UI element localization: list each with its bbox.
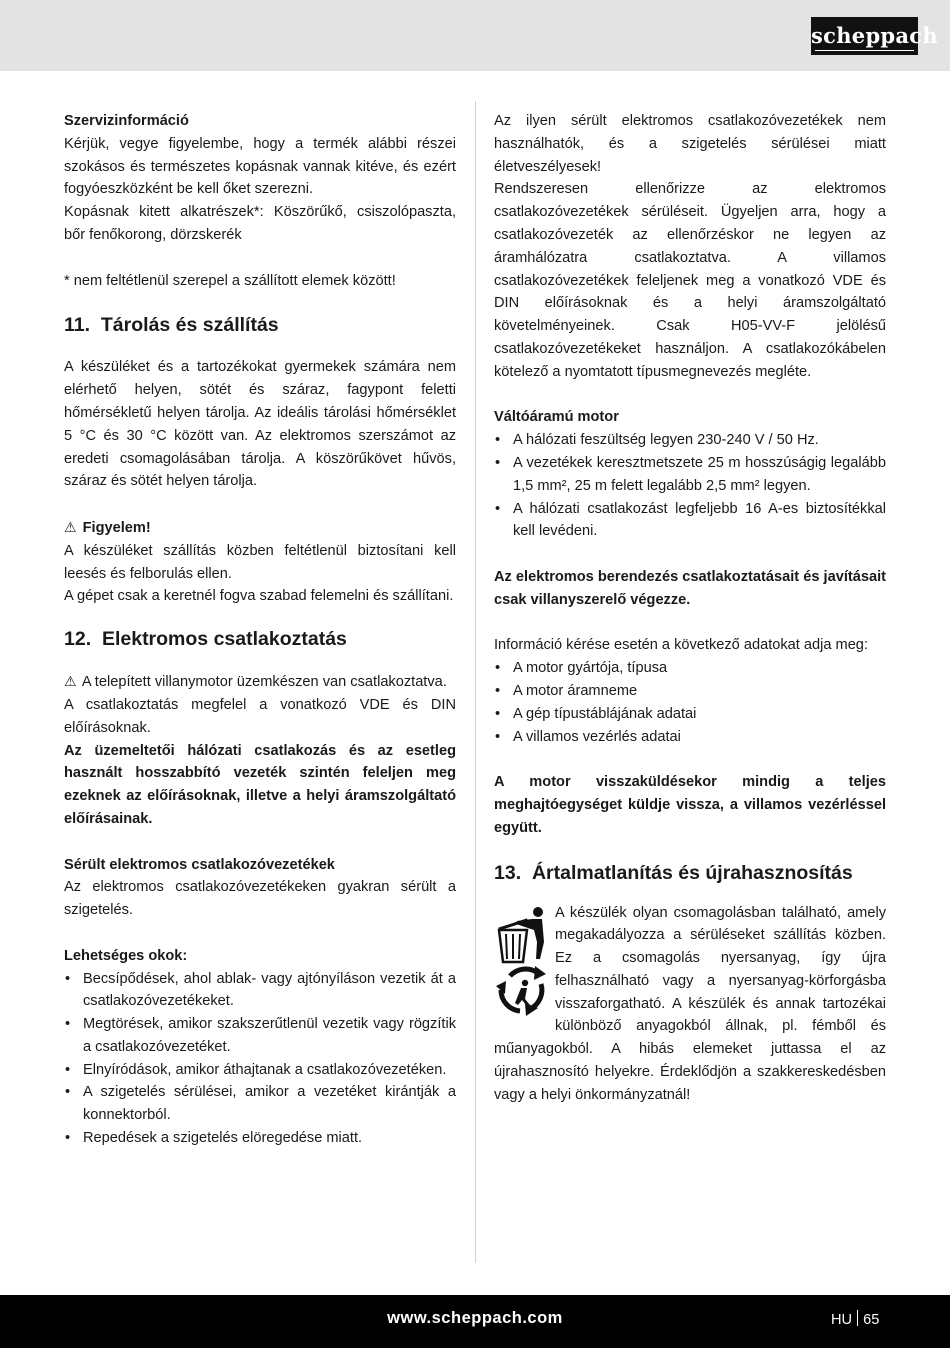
storage-paragraph: A készüléket és a tartozékokat gyermekek számára nem elérhető helyen, sötét és száraz, fagypont feletti hőmérsékletű helyen tárolja. Az ideális tárolási hőmérséklet 5 °C és 30 °C között van. Az elektromos szerszámot az eredeti csomagolásában tárolja. A köszörűkövet hűvös, száraz és sötét helyen tárolja. [64, 359, 456, 490]
info-list [494, 657, 886, 748]
column-divider [475, 101, 476, 1263]
disposal-block [494, 902, 886, 1107]
list-item: • A motor áramneme [494, 680, 886, 703]
mains-connection-bold: Az üzemeltetői hálózati csatlakozás és az esetleg használt hosszabbító vezeték szintén feleljen meg ezeknek az előírásoknak, illetve a helyi áramszolgáltató előírásainak. [64, 742, 456, 827]
right-column [494, 110, 886, 1107]
danger-paragraph: Az ilyen sérült elektromos csatlakozóvezetékek nem használhatók, és a szigetelés sérülései miatt életveszélyesek! [494, 113, 886, 175]
service-paragraph: Kérjük, vegye figyelembe, hogy a termék alábbi részei szokásos és természetes kopásnak vannak kitéve, és ezért fogyóeszközként be kell őket szerezni. [64, 135, 456, 198]
list-item: • A hálózati feszültség legyen 230-240 V / 50 Hz. [494, 429, 886, 452]
ac-motor-list [494, 429, 886, 543]
causes-list [64, 968, 456, 1150]
list-item: • Elnyíródások, amikor áthajtanak a csatlakozóvezetéken. [64, 1059, 456, 1082]
damaged-cables-heading: Sérült elektromos csatlakozóvezetékek [64, 856, 335, 873]
recycling-icon [496, 966, 546, 1016]
footer-bar [0, 1295, 950, 1348]
inspection-paragraph: Rendszeresen ellenőrizze az elektromos csatlakozóvezetékek sérüléseit. Ügyeljen arra, hogy a csatlakozóvezeték az ellenőrzéskor ne legyen az áramhálózatra csatlakoztatva. A villamos csatlakozóvezetékek feleljenek meg a vonatkozó VDE és DIN előírásoknak és a helyi áramszolgáltató követelményeinek. Csak H05-VV-F jelölésű csatlakozóvezetékeket használjon. A csatlakozókábelen kötelező a nyomtatott típusmegnevezés megléte. [494, 181, 886, 380]
vde-din-paragraph: A csatlakoztatás megfelel a vonatkozó VDE és DIN előírásoknak. [64, 696, 456, 736]
list-item: • A villamos vezérlés adatai [494, 726, 886, 749]
list-item: • Megtörések, amikor szakszerűtlenül vezetik vagy rögzítik a csatlakozóvezetéket. [64, 1013, 456, 1059]
motor-return-notice: A motor visszaküldésekor mindig a teljes meghajtóegységet küldje vissza, a villamos vezérléssel együtt. [494, 774, 886, 836]
service-heading: Szervizinformáció [64, 113, 189, 129]
list-item: • A vezetékek keresztmetszete 25 m hosszúságig legalább 1,5 mm², 25 m felett legalább 2,5 mm² legyen. [494, 452, 886, 498]
list-item: • A gép típustáblájának adatai [494, 703, 886, 726]
section-12-heading: 12. Elektromos csatlakoztatás [64, 628, 347, 651]
list-item: • Repedések a szigetelés elöregedése miatt. [64, 1127, 456, 1150]
language-code: HU [831, 1312, 853, 1328]
lifting-paragraph: A gépet csak a keretnél fogva szabad felemelni és szállítani. [64, 588, 454, 605]
causes-heading: Lehetséges okok: [64, 947, 188, 964]
disposal-icons [494, 904, 552, 1019]
wear-parts-paragraph: Kopásnak kitett alkatrészek*: Köszörűkő, csiszolópaszta, bőr fenőkorong, dörzskerék [64, 204, 456, 243]
page-separator [857, 1310, 858, 1326]
page-number: 65 [863, 1312, 880, 1328]
warning-triangle-icon: ⚠ [64, 673, 77, 690]
list-item: • A motor gyártója, típusa [494, 657, 886, 680]
warning-triangle-icon: ⚠ [64, 518, 77, 535]
transport-paragraph: A készüléket szállítás közben feltétlenül biztosítani kell leesés és felborulás ellen. [64, 542, 456, 582]
list-item: • A hálózati csatlakozást legfeljebb 16 A-es biztosítékkal kell levédeni. [494, 498, 886, 544]
website-url[interactable]: www.scheppach.com [387, 1309, 563, 1327]
warning-heading: ⚠ Figyelem! [64, 516, 456, 540]
section-13-heading: 13. Ártalmatlanítás és újrahasznosítás [494, 861, 853, 884]
section-11-heading: 11. Tárolás és szállítás [64, 314, 279, 337]
left-column [64, 110, 456, 1150]
ac-motor-heading: Váltóáramú motor [494, 409, 619, 426]
info-request-paragraph: Információ kérése esetén a következő adatokat adja meg: [494, 637, 868, 654]
waste-bin-icon [498, 907, 544, 962]
damaged-cables-paragraph: Az elektromos csatlakozóvezetékeken gyakran sérült a szigetelés. [64, 879, 456, 919]
header-bar [0, 0, 950, 71]
disposal-paragraph: A készülék olyan csomagolásban található, amely megakadályozza a sérüléseket szállítás közben. Ez a csomagolás nyersanyag, így újra felhasználható vagy a nyersanyag-körforgásba visszaforgatható. A készülék és annak tartozékai különböző anyagokból állnak, pl. fémből és műanyagokból. A hibás elemeket juttassa el az újrahasznosító helyekre. Érdeklődjön a szakkereskedésben vagy a helyi önkormányzatnál! [494, 904, 886, 1103]
list-item: • Becsípődések, ahol ablak- vagy ajtónyíláson vezetik át a csatlakozóvezetékeket. [64, 968, 456, 1014]
electrician-notice: Az elektromos berendezés csatlakoztatásait és javításait csak villanyszerelő végezze. [494, 568, 886, 608]
scheppach-logo: scheppach [811, 17, 918, 55]
list-item: • A szigetelés sérülései, amikor a vezetéket kirántják a konnektorból. [64, 1081, 456, 1127]
page-info [831, 1310, 879, 1328]
delivery-footnote: * nem feltétlenül szerepel a szállított elemek között! [64, 272, 396, 289]
motor-ready-paragraph: ⚠ A telepített villanymotor üzemkészen van csatlakoztatva. [64, 670, 456, 694]
